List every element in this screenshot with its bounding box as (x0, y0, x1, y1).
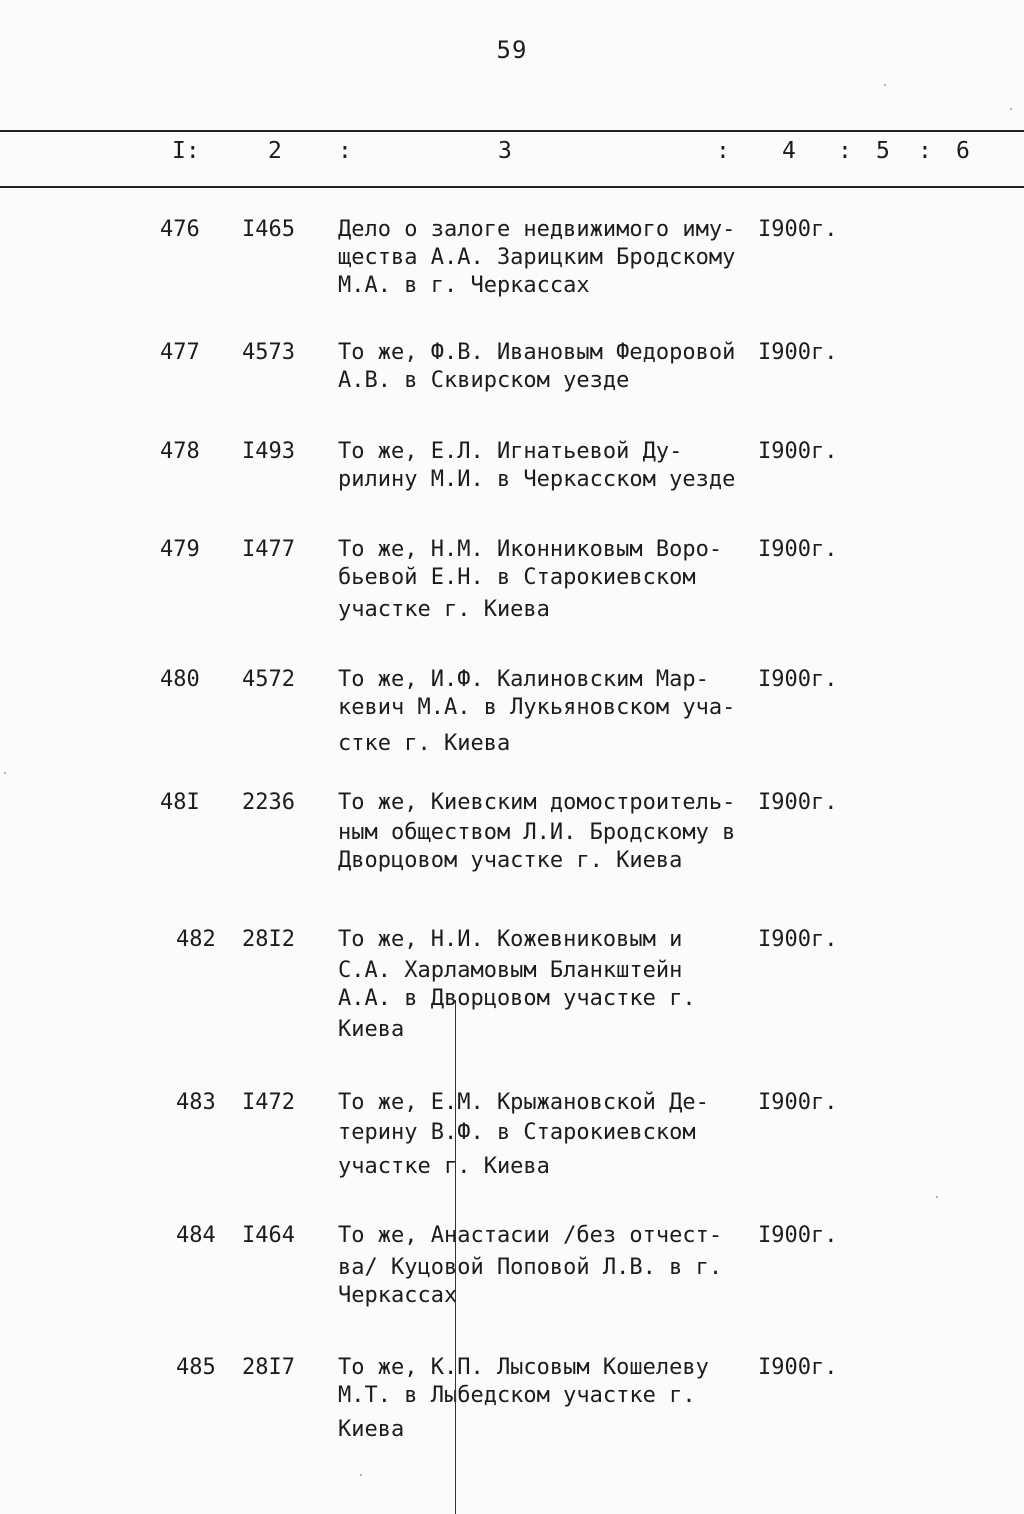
entry-year: I900г. (758, 217, 838, 242)
description-line: М.Т. в Лыбедском участке г. (338, 1383, 696, 1408)
description-line: рилину М.И. в Черкасском уезде (338, 467, 736, 492)
entry-description (338, 1089, 748, 1181)
entry-number: 485 (176, 1355, 216, 1380)
entry-description (338, 1354, 748, 1444)
entry-year: I900г. (758, 340, 838, 365)
description-line: стке г. Киева (338, 731, 511, 756)
header-separator-1: : (338, 138, 352, 164)
description-line: То же, Анастасии /без отчест- (338, 1223, 723, 1248)
description-line: Черкассах (338, 1283, 458, 1308)
scan-vertical-line (455, 1000, 456, 1514)
entry-year: I900г. (758, 790, 838, 815)
description-line: То же, Е.М. Крыжановской Де- (338, 1090, 709, 1115)
entry-file-number: 4572 (242, 667, 295, 692)
table-top-rule (0, 130, 1024, 132)
header-col-2: 2 (268, 138, 282, 164)
scan-speck (936, 1196, 938, 1198)
description-line: Дело о залоге недвижимого иму- (338, 217, 736, 242)
header-col-3: 3 (498, 138, 512, 164)
description-line: А.А. в Дворцовом участке г. (338, 986, 696, 1011)
header-col-6: 6 (956, 138, 970, 164)
description-line: щества А.А. Зарицким Бродскому (338, 245, 736, 270)
entry-number: 479 (160, 537, 200, 562)
description-line: Киева (338, 1417, 405, 1442)
entry-number: 483 (176, 1090, 216, 1115)
entry-file-number: 28I7 (242, 1355, 295, 1380)
scan-speck (360, 1474, 362, 1476)
description-line: С.А. Харламовым Бланкштейн (338, 958, 683, 983)
entry-number: 476 (160, 217, 200, 242)
entry-file-number: I465 (242, 217, 295, 242)
entry-file-number: I464 (242, 1223, 295, 1248)
entry-file-number: I493 (242, 439, 295, 464)
description-line: То же, К.П. Лысовым Кошелеву (338, 1355, 709, 1380)
description-line: ва/ Куцовой Поповой Л.В. в г. (338, 1255, 723, 1280)
entry-year: I900г. (758, 667, 838, 692)
entry-description (338, 926, 748, 1044)
scan-speck (884, 84, 886, 86)
entry-number: 482 (176, 927, 216, 952)
description-line: То же, Н.И. Кожевниковым и (338, 927, 683, 952)
description-line: бьевой Е.Н. в Старокиевском (338, 565, 696, 590)
page-number: 59 (496, 36, 528, 64)
description-line: То же, Ф.В. Ивановым Федоровой (338, 340, 736, 365)
header-separator-2: : (716, 138, 730, 164)
entry-year: I900г. (758, 927, 838, 952)
entry-description (338, 216, 748, 300)
entry-year: I900г. (758, 1090, 838, 1115)
description-line: Киева (338, 1017, 405, 1042)
description-line: участке г. Киева (338, 1154, 550, 1179)
description-line: То же, И.Ф. Калиновским Мар- (338, 667, 709, 692)
header-col-4: 4 (782, 138, 796, 164)
entry-number: 477 (160, 340, 200, 365)
entry-year: I900г. (758, 439, 838, 464)
entry-description (338, 789, 748, 875)
description-line: То же, Киевским домостроитель- (338, 790, 736, 815)
description-line: кевич М.А. в Лукьяновском уча- (338, 695, 736, 720)
description-line: Дворцовом участке г. Киева (338, 848, 683, 873)
entry-file-number: 28I2 (242, 927, 295, 952)
description-line: М.А. в г. Черкассах (338, 273, 590, 298)
table-header-rule (0, 186, 1024, 188)
header-col-1: I: (172, 138, 200, 164)
header-separator-3: : (838, 138, 852, 164)
entry-file-number: I472 (242, 1090, 295, 1115)
entry-number: 48I (160, 790, 200, 815)
description-line: участке г. Киева (338, 597, 550, 622)
entry-number: 484 (176, 1223, 216, 1248)
entry-number: 478 (160, 439, 200, 464)
entry-description (338, 339, 748, 395)
entry-year: I900г. (758, 537, 838, 562)
description-line: терину В.Ф. в Старокиевском (338, 1120, 696, 1145)
description-line: А.В. в Сквирском уезде (338, 368, 630, 393)
entry-year: I900г. (758, 1223, 838, 1248)
entry-file-number: 4573 (242, 340, 295, 365)
entry-number: 480 (160, 667, 200, 692)
scan-speck (4, 772, 6, 774)
header-separator-4: : (918, 138, 932, 164)
entry-year: I900г. (758, 1355, 838, 1380)
entry-description (338, 438, 748, 494)
description-line: То же, Н.М. Иконниковым Воро- (338, 537, 723, 562)
header-col-5: 5 (876, 138, 890, 164)
description-line: То же, Е.Л. Игнатьевой Ду- (338, 439, 683, 464)
entry-file-number: I477 (242, 537, 295, 562)
entry-file-number: 2236 (242, 790, 295, 815)
description-line: ным обществом Л.И. Бродскому в (338, 820, 736, 845)
entry-description (338, 1222, 748, 1310)
entry-description (338, 666, 748, 758)
table-header (0, 138, 1024, 170)
scan-speck (1010, 108, 1012, 110)
entry-description (338, 536, 748, 624)
